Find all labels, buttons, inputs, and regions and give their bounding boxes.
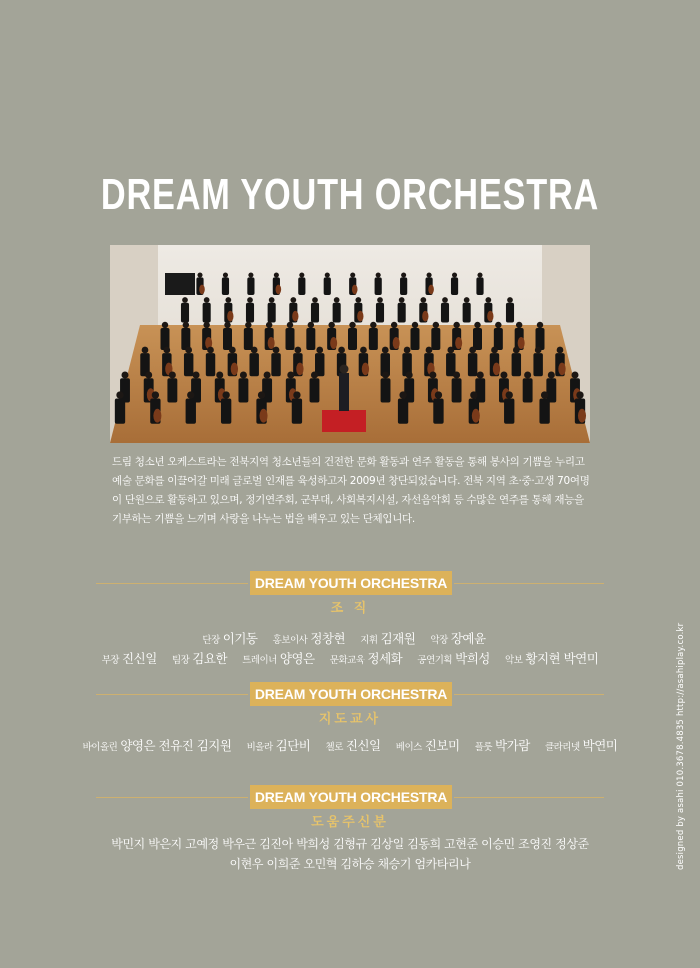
section-banner: DREAM YOUTH ORCHESTRA: [250, 785, 452, 809]
person-name: 양영은 전유진 김지원: [120, 738, 232, 753]
musician-head: [453, 371, 460, 378]
musician-head: [541, 391, 548, 398]
musician-head: [477, 272, 482, 277]
musician-body: [533, 353, 542, 376]
divider-left: [96, 583, 248, 584]
musician-head: [224, 322, 230, 328]
musician-body: [186, 398, 196, 423]
divider-left: [96, 797, 248, 798]
instrument: [362, 363, 369, 376]
musician-head: [474, 322, 480, 328]
musician-head: [537, 322, 543, 328]
role-label: 플룻: [474, 742, 493, 753]
teachers-row: [0, 736, 700, 754]
musician-head: [152, 391, 159, 398]
musician-body: [221, 398, 231, 423]
musician-head: [557, 347, 564, 354]
instrument: [487, 311, 493, 322]
role-label: 부장: [101, 655, 120, 666]
instrument: [357, 311, 363, 322]
musician-body: [433, 398, 443, 423]
musician-head: [427, 272, 432, 277]
role-label: 첼로: [325, 742, 343, 753]
musician-head: [404, 347, 411, 354]
musician-head: [247, 297, 253, 303]
instrument: [199, 285, 205, 295]
staff-row-1: [0, 629, 700, 647]
musician-head: [287, 322, 293, 328]
person-name: 김재원: [380, 631, 416, 646]
musician-head: [182, 297, 188, 303]
musician-body: [161, 328, 170, 350]
musician-head: [316, 347, 323, 354]
musician-body: [203, 303, 211, 323]
musician-head: [204, 297, 210, 303]
person-name: 김단비: [275, 738, 311, 753]
person-name: 박연미: [582, 738, 618, 753]
musician-head: [325, 272, 330, 277]
musician-head: [240, 371, 247, 378]
person-name: 양영은: [279, 651, 315, 666]
musician-body: [411, 328, 420, 350]
musician-head: [513, 347, 520, 354]
musician-head: [248, 272, 253, 277]
musician-head: [399, 391, 406, 398]
musician-head: [311, 371, 318, 378]
musician-body: [369, 328, 378, 350]
musician-head: [299, 272, 304, 277]
musician-body: [375, 277, 382, 295]
role-label: 단장: [202, 635, 220, 646]
musician-head: [187, 391, 194, 398]
musician-head: [223, 272, 228, 277]
divider-right: [454, 694, 604, 695]
musician-head: [355, 297, 361, 303]
musician-body: [238, 378, 248, 402]
musician-body: [523, 378, 533, 402]
musician-head: [391, 322, 397, 328]
musician-head: [308, 322, 314, 328]
page-title: DREAM YOUTH ORCHESTRA: [100, 170, 600, 219]
role-label: 공연기획: [417, 655, 453, 666]
musician-head: [293, 391, 300, 398]
section-subtitle: 도움주신분: [311, 815, 389, 830]
person-name: 황지현 박연미: [525, 651, 599, 666]
instrument: [428, 285, 434, 295]
musician-body: [222, 277, 229, 295]
role-label: 문화교육: [329, 655, 365, 666]
musician-head: [376, 272, 381, 277]
role-label: 비올라: [246, 742, 273, 753]
musician-head: [145, 371, 152, 378]
musician-head: [225, 297, 231, 303]
musician-body: [271, 353, 280, 376]
musician-head: [273, 347, 280, 354]
person-name: 진신일: [345, 738, 381, 753]
musician-head: [447, 347, 454, 354]
musician-body: [539, 398, 549, 423]
musician-head: [193, 371, 200, 378]
instrument: [493, 363, 500, 376]
supporters-line-2: 이현우 이희준 오민혁 김하승 채승기 엄카타리나: [229, 857, 471, 871]
musician-body: [310, 378, 320, 402]
musician-head: [452, 272, 457, 277]
musician-head: [442, 297, 448, 303]
person-name: 박가람: [495, 738, 530, 753]
musician-head: [142, 347, 149, 354]
musician-head: [470, 391, 477, 398]
person-name: 정세화: [367, 651, 403, 666]
section-subtitle: 조 직: [330, 601, 370, 616]
musician-body: [249, 353, 258, 376]
musician-head: [274, 272, 279, 277]
role-label: 트레이너: [242, 655, 277, 666]
musician-head: [524, 371, 531, 378]
musician-body: [476, 277, 483, 295]
role-label: 악보: [505, 655, 523, 666]
musician-head: [435, 391, 442, 398]
role-label: 악장: [430, 635, 448, 646]
musician-body: [244, 328, 253, 350]
musician-body: [398, 398, 408, 423]
musician-head: [571, 371, 578, 378]
musician-body: [333, 303, 341, 323]
musician-head: [469, 347, 476, 354]
instrument: [518, 337, 525, 349]
musician-head: [464, 297, 470, 303]
musician-body: [536, 328, 545, 350]
musician-head: [163, 347, 170, 354]
musician-head: [203, 322, 209, 328]
musician-head: [491, 347, 498, 354]
musician-head: [349, 322, 355, 328]
supporters-line-1: 박민지 박은지 고예정 박우근 김진아 박희성 김형규 김상일 김동희 고현준 이승민 조영진 정상준: [111, 837, 589, 851]
person-name: 박희성: [455, 651, 490, 666]
musician-head: [516, 322, 522, 328]
musician-body: [398, 303, 406, 323]
section-banner: DREAM YOUTH ORCHESTRA: [250, 682, 452, 706]
musician-body: [246, 303, 254, 323]
musician-head: [287, 371, 294, 378]
musician-body: [504, 398, 514, 423]
musician-head: [312, 297, 318, 303]
musician-body: [452, 378, 462, 402]
musician-head: [338, 347, 345, 354]
instrument: [393, 337, 400, 349]
divider-right: [454, 583, 604, 584]
musician-head: [216, 371, 223, 378]
musician-head: [382, 347, 389, 354]
instrument: [227, 311, 233, 322]
musician-body: [286, 328, 295, 350]
instrument: [455, 337, 462, 349]
musician-head: [169, 371, 176, 378]
musician-head: [269, 297, 275, 303]
intro-paragraph: 드림 청소년 오케스트라는 전북지역 청소년들의 건전한 문화 활동과 연주 활동을 통해 봉사의 기쁨을 누리고 예술 문화를 이끌어갈 미래 글로벌 인재를 육성하고자 2009년 창단되었습니다. 전북 지역 초·중·고생 70여명이 단원으로 활동하고 있으며, 정기연주회, 군부대, 사회복지시설, 자선음악회 등 수많은 연주를 통해 재능을 기부하는 기쁨을 느끼며 사랑을 나누는 법을 배우고 있는 단체입니다.: [112, 456, 590, 525]
instrument: [268, 337, 275, 349]
musician-head: [406, 371, 413, 378]
musician-head: [477, 371, 484, 378]
musician-head: [183, 322, 189, 328]
musician-body: [451, 277, 458, 295]
musician-body: [306, 328, 315, 350]
musician-head: [535, 347, 542, 354]
musician-body: [181, 303, 189, 323]
person-name: 정창현: [310, 631, 346, 646]
section-subtitle: 지도교사: [318, 712, 382, 727]
role-label: 지휘: [360, 635, 378, 646]
musician-head: [295, 347, 302, 354]
musician-body: [512, 353, 521, 376]
musician-head: [266, 322, 272, 328]
musician-body: [468, 353, 477, 376]
musician-head: [207, 347, 214, 354]
musician-body: [184, 353, 193, 376]
musician-body: [431, 328, 440, 350]
musician-head: [412, 322, 418, 328]
section-banner: DREAM YOUTH ORCHESTRA: [250, 571, 452, 595]
musician-body: [223, 328, 232, 350]
musician-body: [324, 277, 331, 295]
person-name: 진보미: [424, 738, 460, 753]
musician-head: [350, 272, 355, 277]
musician-head: [377, 297, 383, 303]
musician-body: [206, 353, 215, 376]
musician-body: [298, 277, 305, 295]
musician-body: [473, 328, 482, 350]
instrument: [296, 363, 303, 376]
person-name: 김요한: [192, 651, 228, 666]
person-name: 진신일: [122, 651, 157, 666]
instrument: [231, 363, 238, 376]
musician-head: [429, 371, 436, 378]
musician-head: [401, 272, 406, 277]
orchestra-photo-illustration: [110, 245, 590, 443]
musician-head: [453, 322, 459, 328]
musician-head: [360, 347, 367, 354]
musician-head: [229, 347, 236, 354]
musician-head: [399, 297, 405, 303]
musician-head: [506, 391, 513, 398]
musician-head: [222, 391, 229, 398]
orchestra-photo: [110, 245, 590, 443]
staff-row-2: [0, 649, 700, 667]
musician-body: [311, 303, 319, 323]
musician-head: [251, 347, 258, 354]
musician-head: [121, 371, 128, 378]
musician-body: [247, 277, 254, 295]
musician-head: [334, 297, 340, 303]
musician-head: [576, 391, 583, 398]
instrument: [330, 337, 337, 349]
role-label: 클라리넷: [544, 742, 580, 753]
divider-right: [454, 797, 604, 798]
musician-head: [290, 297, 296, 303]
designer-credit: designed by asahi 010.3678.4835 http://asahiplay.co.kr: [676, 622, 686, 870]
instrument: [578, 409, 586, 423]
instrument: [153, 409, 161, 423]
musician-head: [116, 391, 123, 398]
musician-head: [433, 322, 439, 328]
person-name: 장예윤: [450, 631, 486, 646]
role-label: 베이스: [395, 742, 422, 753]
musician-body: [400, 277, 407, 295]
musician-head: [495, 322, 501, 328]
musician-head: [507, 297, 513, 303]
musician-body: [506, 303, 514, 323]
musician-head: [426, 347, 433, 354]
instrument: [292, 311, 298, 322]
musician-head: [328, 322, 334, 328]
musician-body: [381, 378, 391, 402]
musician-head: [197, 272, 202, 277]
musician-head: [382, 371, 389, 378]
instrument: [558, 363, 565, 376]
musician-head: [548, 371, 555, 378]
musician-head: [370, 322, 376, 328]
musician-head: [500, 371, 507, 378]
musician-head: [420, 297, 426, 303]
musician-body: [348, 328, 357, 350]
musician-body: [115, 398, 125, 423]
musician-body: [292, 398, 302, 423]
musician-body: [494, 328, 503, 350]
musician-head: [264, 371, 271, 378]
instrument: [352, 285, 358, 295]
musician-body: [463, 303, 471, 323]
role-label: 바이올린: [82, 742, 118, 753]
instrument: [422, 311, 428, 322]
musician-head: [162, 322, 168, 328]
musician-body: [376, 303, 384, 323]
musician-body: [441, 303, 449, 323]
role-label: 팀장: [171, 655, 190, 666]
instrument: [472, 409, 480, 423]
instrument: [276, 285, 282, 295]
musician-body: [268, 303, 276, 323]
musician-head: [258, 391, 265, 398]
role-label: 홍보이사: [272, 635, 308, 646]
person-name: 이기동: [222, 631, 258, 646]
instrument: [260, 409, 268, 423]
musician-head: [485, 297, 491, 303]
musician-head: [185, 347, 192, 354]
divider-left: [96, 694, 248, 695]
musician-head: [245, 322, 251, 328]
musician-body: [167, 378, 177, 402]
